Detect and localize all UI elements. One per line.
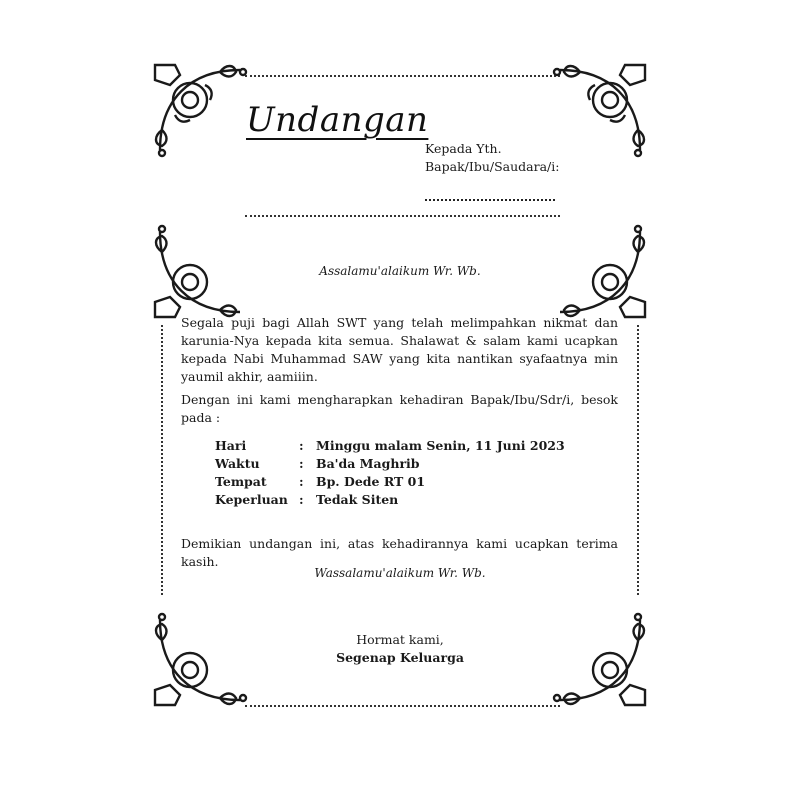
- signature-line-2: Segenap Keluarga: [336, 650, 464, 665]
- detail-value: Bp. Dede RT 01: [316, 474, 426, 489]
- ornament-top-right-icon: [550, 60, 650, 160]
- addressee-line-2: Bapak/Ibu/Saudara/i:: [425, 159, 560, 174]
- bottom-border-line: [245, 705, 560, 707]
- addressee-line-1: Kepada Yth.: [425, 141, 502, 156]
- invitation-title: Undangan: [246, 100, 429, 140]
- detail-label: Hari: [215, 438, 247, 453]
- detail-label: Keperluan: [215, 492, 288, 507]
- detail-value: Tedak Siten: [316, 492, 399, 507]
- addressee-name-blank: [425, 199, 555, 201]
- right-border-line: [637, 325, 639, 595]
- closing-greeting: Wassalamu'alaikum Wr. Wb.: [314, 566, 486, 580]
- signature-line-1: Hormat kami,: [356, 632, 444, 647]
- addressee-block: [425, 140, 559, 176]
- detail-value: Ba'da Maghrib: [316, 456, 420, 471]
- detail-colon: :: [299, 456, 304, 471]
- detail-row-tempat: [215, 473, 565, 491]
- request-paragraph: Dengan ini kami mengharapkan kehadiran Bapak/Ibu/Sdr/i, besok pada :: [181, 392, 618, 425]
- detail-colon: :: [299, 438, 304, 453]
- ornament-top-left-icon: [150, 60, 250, 160]
- signature-block: [0, 631, 800, 667]
- left-border-line: [161, 325, 163, 595]
- detail-colon: :: [299, 474, 304, 489]
- detail-colon: :: [299, 492, 304, 507]
- closing-paragraph: Demikian undangan ini, atas kehadirannya kami ucapkan terima kasih.: [181, 536, 618, 569]
- detail-label: Waktu: [215, 456, 260, 471]
- detail-label: Tempat: [215, 474, 267, 489]
- opening-paragraph: Segala puji bagi Allah SWT yang telah melimpahkan nikmat dan karunia-Nya kepada kita semua. Shalawat & salam kami ucapkan kepada Nabi Muhammad SAW yang kita nantikan syafaatnya min yaumil akhir, aamiiin.: [181, 315, 618, 384]
- detail-value: Minggu malam Senin, 11 Juni 2023: [316, 438, 565, 453]
- detail-row-hari: [215, 437, 565, 455]
- top-border-line: [245, 75, 560, 77]
- detail-row-waktu: [215, 455, 565, 473]
- opening-greeting: Assalamu'alaikum Wr. Wb.: [319, 264, 481, 278]
- detail-row-keperluan: [215, 491, 565, 509]
- event-details: [215, 437, 565, 509]
- header-divider-line: [245, 215, 560, 217]
